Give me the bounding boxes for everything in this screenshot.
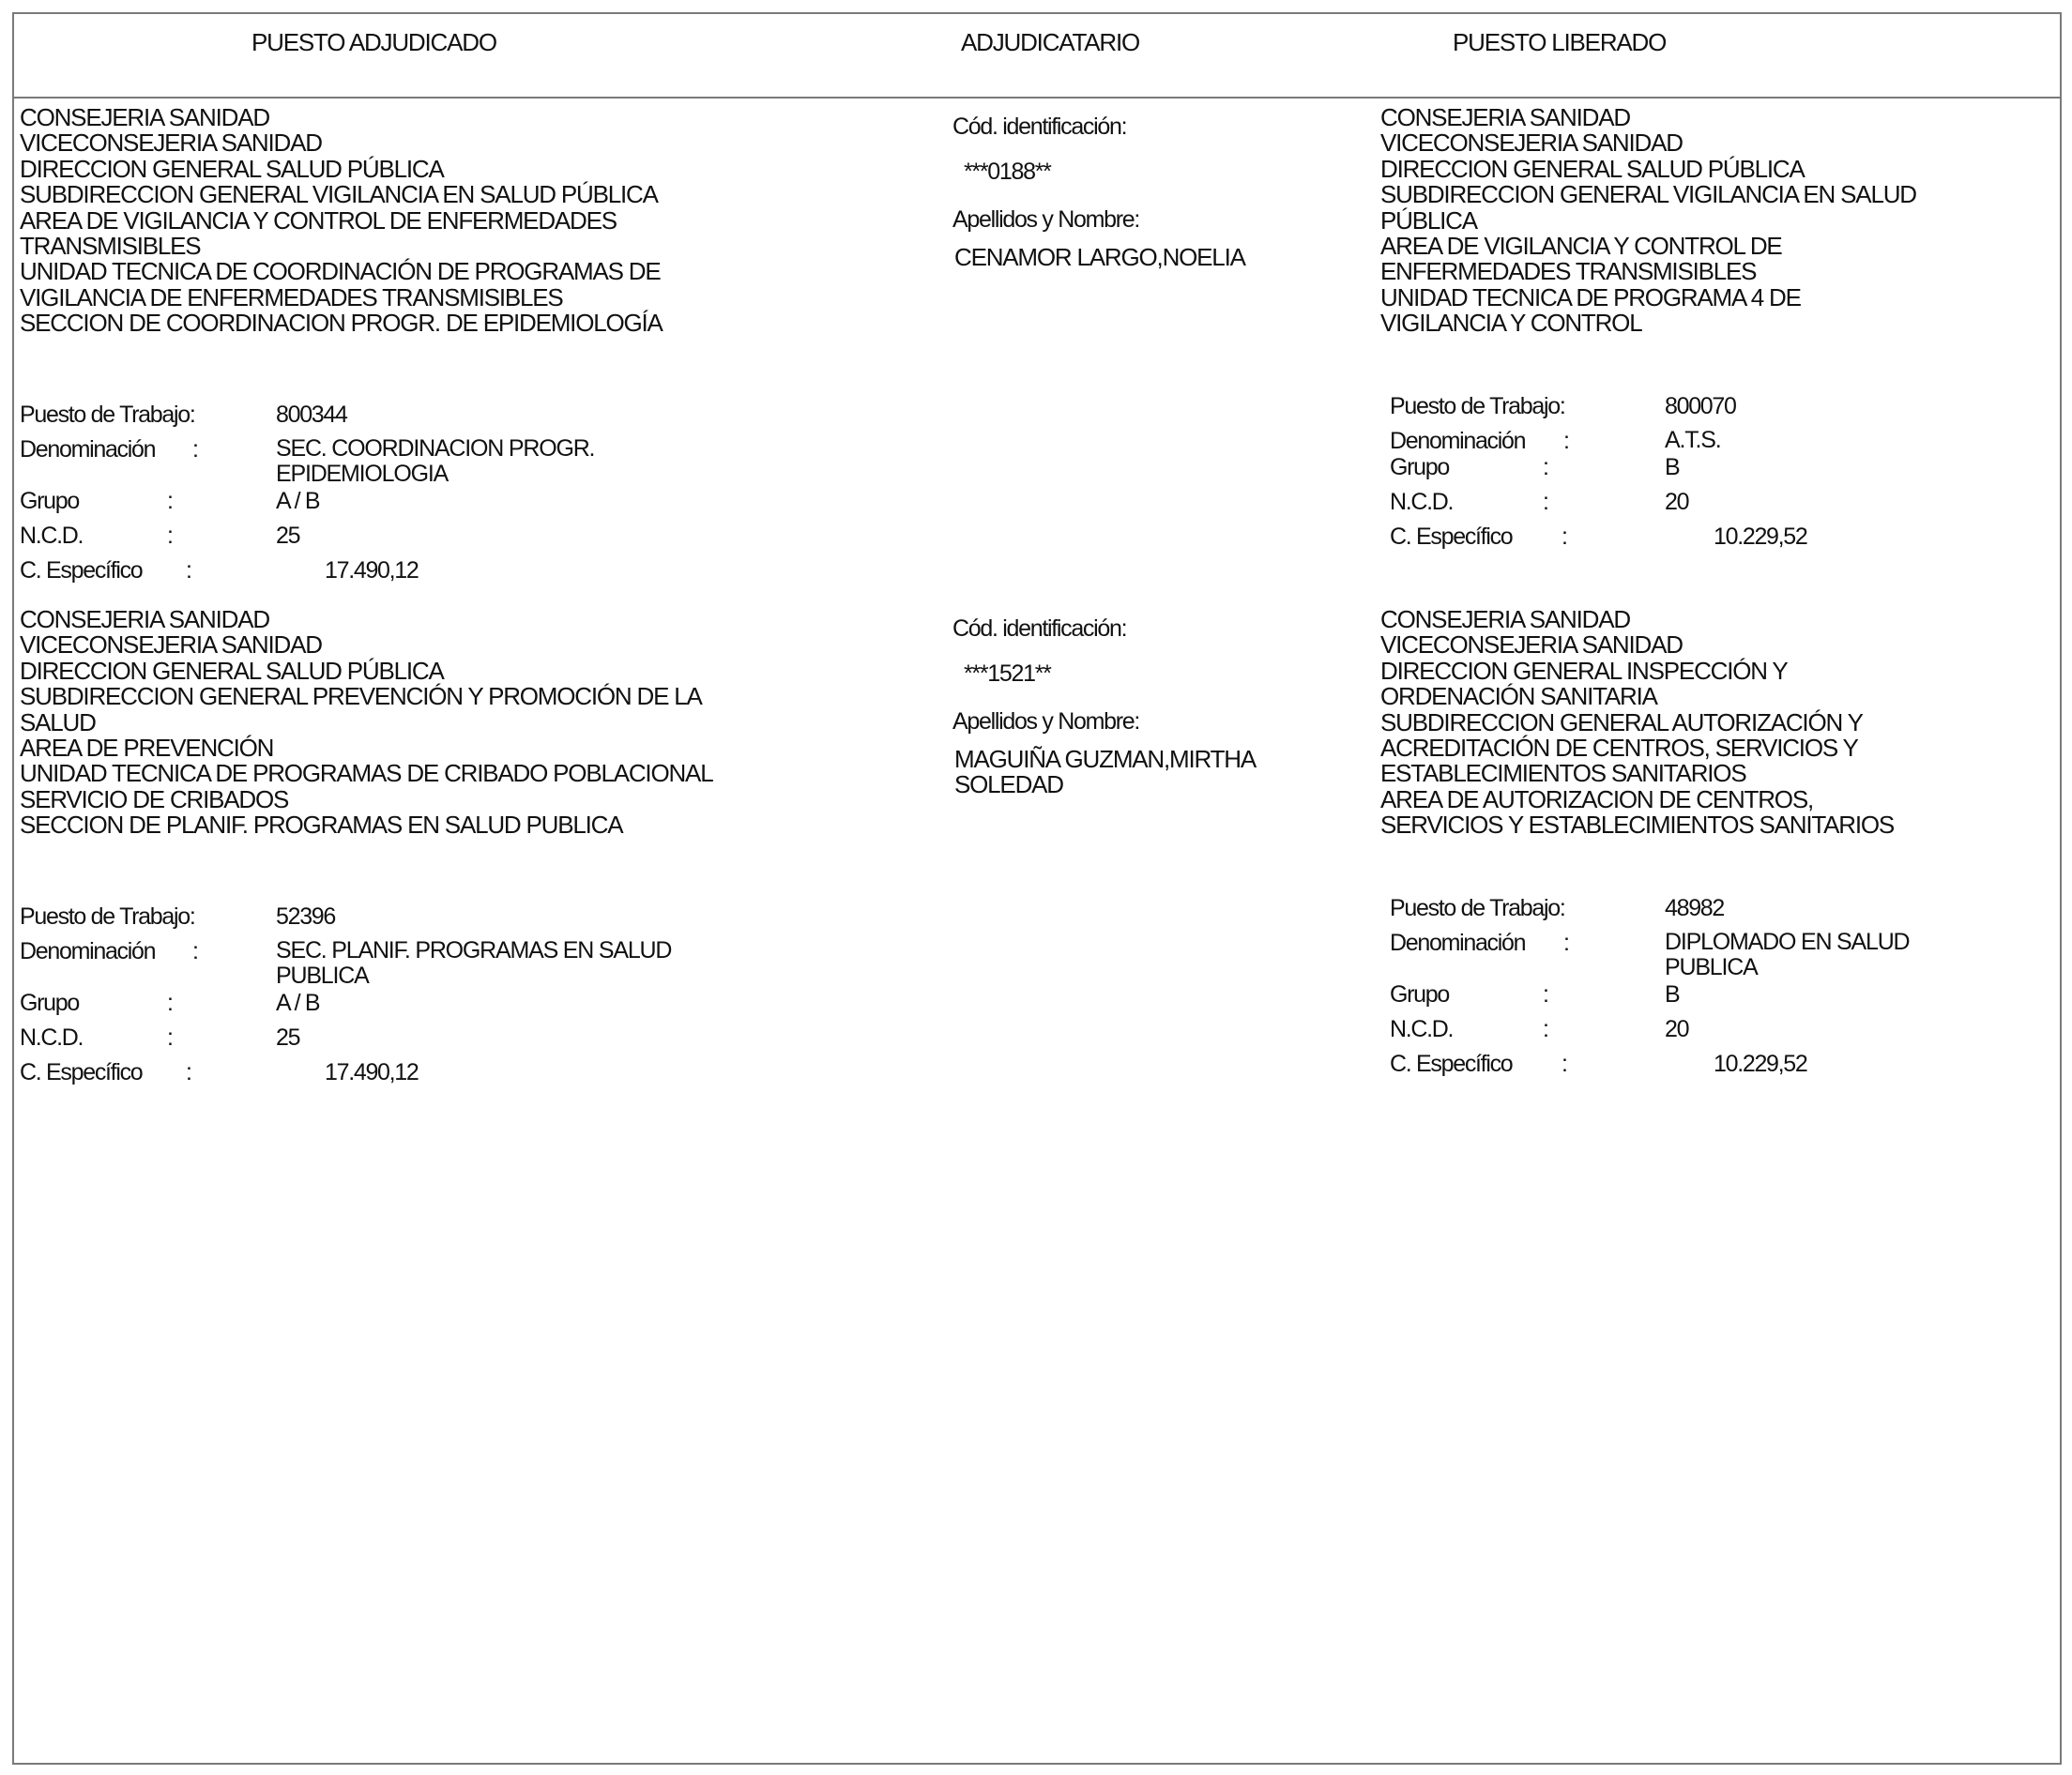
org-line: VICECONSEJERIA SANIDAD [20,129,322,158]
liberado-org-block [1380,105,1916,337]
grupo-colon: : [167,488,174,514]
org-line: SALUD [20,707,96,736]
org-line: UNIDAD TECNICA DE PROGRAMA 4 DE [1380,282,1801,311]
c-especifico-colon: : [1562,523,1568,550]
grupo-label: Grupo [1390,454,1449,480]
puesto-trabajo-value: 52396 [276,903,336,930]
denominacion-label: Denominación [1390,428,1526,454]
denominacion-label: Denominación [20,938,156,964]
name-line: MAGUIÑA GUZMAN,MIRTHA [954,745,1257,773]
puesto-trabajo-label: Puesto de Trabajo: [20,903,195,930]
grupo-label: Grupo [20,990,79,1016]
org-line: ORDENACIÓN SANITARIA [1380,682,1657,711]
org-line: ACREDITACIÓN DE CENTROS, SERVICIOS Y [1380,734,1858,763]
org-line: TRANSMISIBLES [20,232,201,261]
ncd-value: 20 [1665,1016,1689,1042]
header-divider [12,97,2062,99]
org-line: VICECONSEJERIA SANIDAD [1380,630,1683,660]
denominacion-line: SEC. COORDINACION PROGR. [276,435,595,462]
org-line: VIGILANCIA Y CONTROL [1380,309,1642,338]
header-adjudicatario: ADJUDICATARIO [961,28,1140,56]
c-especifico-label: C. Específico [20,557,143,584]
denominacion-label: Denominación [20,436,156,463]
org-line: DIRECCION GENERAL SALUD PÚBLICA [20,154,444,183]
org-line: VIGILANCIA DE ENFERMEDADES TRANSMISIBLES [20,282,563,311]
ncd-label: N.C.D. [20,1024,84,1051]
denominacion-label: Denominación [1390,930,1526,956]
org-line: AREA DE PREVENCIÓN [20,734,274,763]
grupo-colon: : [1543,454,1549,480]
denominacion-line: PUBLICA [276,963,369,989]
adjudicado-org-block [20,105,663,337]
grupo-label: Grupo [20,488,79,514]
c-especifico-label: C. Específico [1390,1051,1513,1077]
puesto-trabajo-label: Puesto de Trabajo: [1390,393,1565,419]
adjudicatario-name [954,245,1245,270]
puesto-trabajo-value: 800344 [276,402,347,428]
denominacion-value [276,436,594,487]
c-especifico-value: 10.229,52 [1714,1051,1807,1077]
puesto-trabajo-label: Puesto de Trabajo: [1390,895,1565,921]
denominacion-line: EPIDEMIOLOGIA [276,461,449,487]
c-especifico-value: 17.490,12 [325,1059,419,1085]
grupo-value: B [1665,454,1680,480]
denominacion-line: DIPLOMADO EN SALUD [1665,929,1910,955]
org-line: AREA DE VIGILANCIA Y CONTROL DE ENFERMEDADES [20,205,617,235]
org-line: SERVICIO DE CRIBADOS [20,784,289,813]
denominacion-line: SEC. PLANIF. PROGRAMAS EN SALUD [276,937,672,963]
cod-identificacion-value: ***0188** [964,159,1051,185]
org-line: SECCION DE PLANIF. PROGRAMAS EN SALUD PUBLICA [20,811,623,840]
apellidos-nombre-label: Apellidos y Nombre: [952,206,1140,233]
name-line: CENAMOR LARGO,NOELIA [954,243,1245,271]
org-line: VICECONSEJERIA SANIDAD [20,630,322,660]
org-line: ESTABLECIMIENTOS SANITARIOS [1380,759,1746,788]
c-especifico-value: 10.229,52 [1714,523,1807,550]
adjudicatario-name [954,747,1256,797]
name-line: SOLEDAD [954,770,1063,798]
denominacion-colon: : [1563,930,1570,956]
org-line: CONSEJERIA SANIDAD [20,605,269,633]
ncd-label: N.C.D. [1390,1016,1454,1042]
org-line: SERVICIOS Y ESTABLECIMIENTOS SANITARIOS [1380,811,1895,840]
header-puesto-liberado: PUESTO LIBERADO [1453,28,1667,56]
org-line: AREA DE AUTORIZACION DE CENTROS, [1380,784,1813,813]
c-especifico-label: C. Específico [1390,523,1513,550]
denominacion-line: A.T.S. [1665,427,1721,453]
ncd-label: N.C.D. [1390,489,1454,515]
c-especifico-colon: : [1562,1051,1568,1077]
grupo-label: Grupo [1390,981,1449,1008]
puesto-trabajo-value: 48982 [1665,895,1725,921]
org-line: UNIDAD TECNICA DE PROGRAMAS DE CRIBADO POBLACIONAL [20,759,713,788]
c-especifico-value: 17.490,12 [325,557,419,584]
header-puesto-adjudicado: PUESTO ADJUDICADO [251,28,496,56]
org-line: ENFERMEDADES TRANSMISIBLES [1380,257,1757,286]
c-especifico-colon: : [186,557,192,584]
grupo-colon: : [1543,981,1549,1008]
org-line: DIRECCION GENERAL SALUD PÚBLICA [20,656,444,685]
org-line: DIRECCION GENERAL SALUD PÚBLICA [1380,154,1805,183]
ncd-colon: : [167,1024,174,1051]
org-line: SUBDIRECCION GENERAL VIGILANCIA EN SALUD [1380,180,1916,209]
liberado-org-block [1380,607,1894,839]
puesto-trabajo-label: Puesto de Trabajo: [20,402,195,428]
denominacion-colon: : [192,938,199,964]
ncd-value: 20 [1665,489,1689,515]
c-especifico-colon: : [186,1059,192,1085]
org-line: UNIDAD TECNICA DE COORDINACIÓN DE PROGRAMAS DE [20,257,661,286]
org-line: VICECONSEJERIA SANIDAD [1380,129,1683,158]
org-line: SECCION DE COORDINACION PROGR. DE EPIDEMIOLOGÍA [20,309,663,338]
ncd-colon: : [167,523,174,549]
denominacion-colon: : [192,436,199,463]
ncd-value: 25 [276,523,300,549]
puesto-trabajo-value: 800070 [1665,393,1736,419]
org-line: DIRECCION GENERAL INSPECCIÓN Y [1380,656,1788,685]
ncd-value: 25 [276,1024,300,1051]
denominacion-colon: : [1563,428,1570,454]
grupo-value: A / B [276,990,320,1016]
cod-identificacion-label: Cód. identificación: [952,615,1127,642]
c-especifico-label: C. Específico [20,1059,143,1085]
org-line: CONSEJERIA SANIDAD [1380,103,1630,131]
denominacion-line: PUBLICA [1665,954,1758,980]
denominacion-value [276,938,671,989]
denominacion-value [1665,428,1721,453]
cod-identificacion-value: ***1521** [964,660,1051,687]
grupo-value: A / B [276,488,320,514]
org-line: CONSEJERIA SANIDAD [1380,605,1630,633]
org-line: SUBDIRECCION GENERAL PREVENCIÓN Y PROMOCIÓN DE LA [20,682,702,711]
ncd-label: N.C.D. [20,523,84,549]
org-line: AREA DE VIGILANCIA Y CONTROL DE [1380,232,1782,261]
adjudicado-org-block [20,607,712,839]
org-line: PÚBLICA [1380,205,1477,235]
denominacion-value [1665,930,1909,980]
apellidos-nombre-label: Apellidos y Nombre: [952,708,1140,735]
org-line: SUBDIRECCION GENERAL AUTORIZACIÓN Y [1380,707,1863,736]
grupo-value: B [1665,981,1680,1008]
cod-identificacion-label: Cód. identificación: [952,114,1127,140]
ncd-colon: : [1543,1016,1549,1042]
org-line: SUBDIRECCION GENERAL VIGILANCIA EN SALUD PÚBLICA [20,180,658,209]
org-line: CONSEJERIA SANIDAD [20,103,269,131]
ncd-colon: : [1543,489,1549,515]
grupo-colon: : [167,990,174,1016]
